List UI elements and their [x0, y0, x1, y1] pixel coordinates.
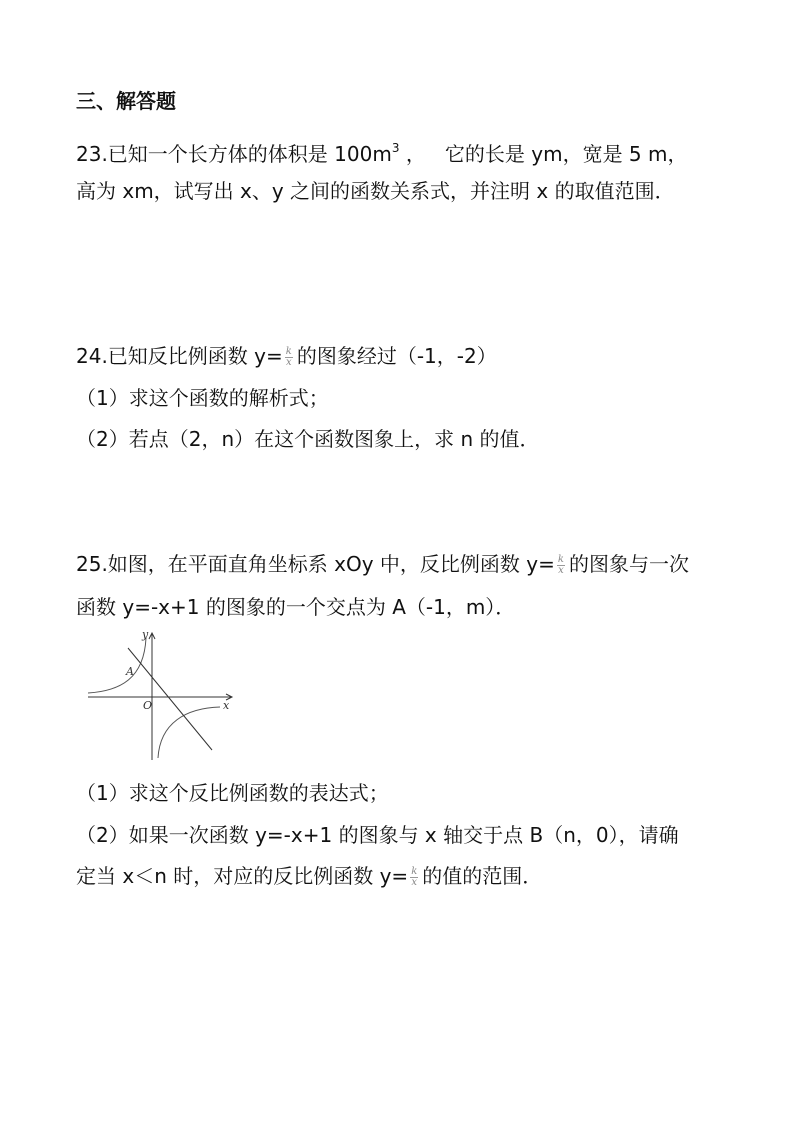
- q25-line2: 函数 y=-x+1 的图象的一个交点为 A（-1，m）．: [76, 595, 516, 619]
- q24-text-b: 的图象经过（-1，-2）: [296, 344, 497, 368]
- q23-text-b: ， 它的长是 ym，宽是 5 m，: [405, 142, 688, 166]
- q24-part2: （2）若点（2，n）在这个函数图象上，求 n 的值．: [76, 427, 540, 451]
- label-x: x: [223, 699, 230, 712]
- section-title: 三、解答题: [76, 89, 176, 113]
- q23-text-a: 23.已知一个长方体的体积是 100m: [76, 142, 392, 166]
- q25-part2: （2）如果一次函数 y=-x+1 的图象与 x 轴交于点 B（n，0），请确: [76, 823, 679, 847]
- fraction-k-over-x: [285, 347, 293, 368]
- fraction-k-over-x: [557, 555, 565, 576]
- coordinate-figure: [86, 628, 236, 762]
- label-origin: O: [143, 699, 153, 712]
- line-y-neg-x-plus-1: [128, 648, 212, 750]
- q25-part3-text-b: 的值的范围．: [422, 864, 543, 888]
- q23-line2: 高为 xm，试写出 x、y 之间的函数关系式，并注明 x 的取值范围．: [76, 179, 675, 203]
- q25-part1: （1）求这个反比例函数的表达式；: [76, 781, 389, 805]
- q25-part3-text-a: 定当 x＜n 时，对应的反比例函数 y=: [76, 864, 409, 888]
- q25-line1: [76, 550, 689, 578]
- q23-exponent: 3: [391, 141, 400, 155]
- fraction-denominator: x: [411, 877, 418, 888]
- fraction-denominator: x: [285, 357, 292, 368]
- fraction-denominator: x: [558, 565, 564, 576]
- fraction-numerator: k: [285, 346, 292, 357]
- q24-text-a: 24.已知反比例函数 y=: [76, 344, 283, 368]
- q23-line1: [76, 134, 688, 168]
- q25-text-b: 的图象与一次: [568, 552, 689, 576]
- label-y: y: [142, 628, 149, 641]
- q25-part3: [76, 862, 542, 890]
- hyperbola-branch-left: [88, 638, 146, 693]
- q24-line1: [76, 342, 497, 370]
- hyperbola-branch-right: [158, 707, 220, 758]
- q25-text-a: 25.如图，在平面直角坐标系 xOy 中，反比例函数 y=: [76, 552, 555, 576]
- fraction-k-over-x: [410, 867, 418, 888]
- label-point-a: A: [126, 665, 134, 678]
- q24-part1: （1）求这个函数的解析式；: [76, 386, 329, 410]
- fraction-numerator: k: [557, 554, 564, 565]
- fraction-numerator: k: [411, 866, 418, 877]
